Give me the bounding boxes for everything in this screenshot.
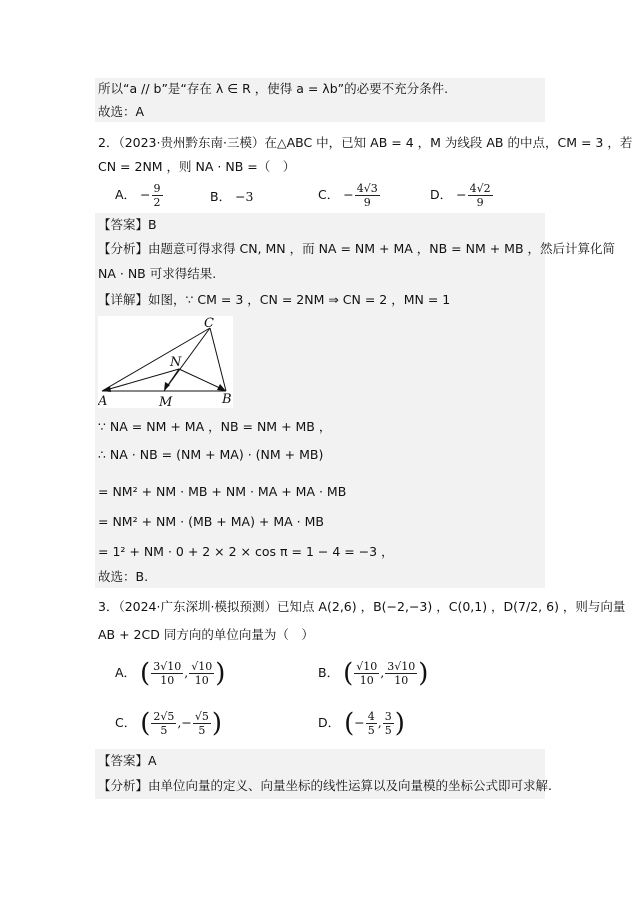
q3-option-d-x bbox=[366, 710, 377, 737]
q3-option-b-x-num: √10 bbox=[356, 660, 378, 673]
q2-stem-line2: CN = 2NM ，则 NA · NB =（ ） bbox=[98, 159, 296, 174]
q3-option-d-y-den: 5 bbox=[384, 724, 392, 737]
q3-stem-line1: 3．（2024·广东深圳·模拟预测）已知点 A(2,6) ，B(−2,−3) ，C(0,1) ，D(7/2, 6) ，则与向量 bbox=[98, 599, 626, 614]
q2-option-c bbox=[318, 182, 381, 209]
q3-option-c-x-den: 5 bbox=[160, 724, 168, 737]
q3-option-d-x-sign: − bbox=[354, 715, 365, 730]
q2-option-d-fraction bbox=[468, 182, 493, 209]
q3-option-b-y-num: 3√10 bbox=[387, 660, 416, 673]
q2-option-d-sign: − bbox=[456, 187, 467, 202]
q2-option-a-fraction bbox=[152, 182, 163, 209]
q3-option-b-y-den: 10 bbox=[394, 674, 409, 687]
q3-option-a-label: A． bbox=[115, 665, 137, 680]
q2-option-a-sign: − bbox=[140, 187, 151, 202]
q2-option-b-value: −3 bbox=[235, 189, 254, 204]
q3-option-b-label: B． bbox=[318, 665, 340, 680]
q3-option-c: C． ( $\frac{2√5}{5}$ ,− $\frac{√5}{5}$ ) bbox=[115, 708, 223, 739]
q2-answer: 【答案】B bbox=[98, 217, 157, 232]
q2-option-b-label: B． bbox=[210, 189, 232, 204]
q3-option-b-y bbox=[385, 660, 417, 687]
q3-option-a-x bbox=[151, 660, 183, 687]
q2-step-5: = 1² + NM · 0 + 2 × 2 × cos π = 1 − 4 = −3 ， bbox=[98, 544, 394, 559]
triangle-figure bbox=[98, 316, 233, 408]
q2-option-d-numerator: 4√2 bbox=[469, 182, 491, 195]
q3-option-c-y-sign: − bbox=[181, 715, 192, 730]
label-c: C bbox=[204, 316, 214, 331]
q3-option-d-x-den: 5 bbox=[367, 724, 375, 737]
q2-option-c-sign: − bbox=[343, 187, 354, 202]
q3-option-c-y bbox=[193, 710, 211, 737]
q3-option-c-label: C． bbox=[115, 715, 137, 730]
q2-step-1: ∵ NA = NM + MA ，NB = NM + MB ， bbox=[98, 419, 332, 434]
q3-option-d-y bbox=[383, 710, 394, 737]
q3-option-a-y bbox=[189, 660, 214, 687]
q2-option-c-fraction bbox=[355, 182, 380, 209]
q2-analysis-line1: 【分析】由题意可得求得 CN, MN ，而 NA = NM + MA ，NB = NM + MB ，然后计算化简 bbox=[98, 241, 616, 256]
q2-step-3: = NM² + NM · MB + NM · MA + MA · MB bbox=[98, 484, 347, 499]
q3-stem-line2: AB + 2CD 同方向的单位向量为（ ） bbox=[98, 627, 314, 642]
q2-analysis-line2: NA · NB 可求得结果. bbox=[98, 266, 217, 281]
q3-analysis: 【分析】由单位向量的定义、向量坐标的线性运算以及向量模的坐标公式即可求解. bbox=[98, 778, 552, 793]
q2-option-a bbox=[115, 182, 164, 209]
q2-detail: 【详解】如图，∵ CM = 3 ，CN = 2NM ⇒ CN = 2 ，MN = 1 bbox=[98, 292, 451, 307]
q2-option-c-numerator: 4√3 bbox=[356, 182, 378, 195]
q2-option-d-label: D． bbox=[430, 187, 453, 202]
q3-option-a-x-num: 3√10 bbox=[153, 660, 182, 673]
q3-option-d-x-num: 4 bbox=[367, 710, 375, 723]
q3-option-a-x-den: 10 bbox=[160, 674, 175, 687]
q3-option-d-y-num: 3 bbox=[384, 710, 392, 723]
q3-option-c-x-num: 2√5 bbox=[153, 710, 175, 723]
q3-option-a-y-num: √10 bbox=[191, 660, 213, 673]
q2-option-a-numerator: 9 bbox=[153, 182, 161, 195]
previous-conclusion: 所以“a // b”是“存在 λ ∈ R ，使得 a = λb”的必要不充分条件. bbox=[98, 81, 449, 96]
q2-stem-line1: 2．（2023·贵州黔东南·三模）在△ABC 中，已知 AB = 4 ，M 为线段 AB 的中点，CM = 3 ，若 bbox=[98, 135, 633, 150]
q3-option-a: A． ( $\frac{3√10}{10}$ , $\frac{√10}{10}$ ) bbox=[115, 658, 226, 689]
label-n: N bbox=[170, 355, 182, 370]
q2-option-c-label: C． bbox=[318, 187, 340, 202]
q2-option-c-denominator: 9 bbox=[363, 196, 371, 209]
q2-option-a-denominator: 2 bbox=[153, 196, 161, 209]
q3-option-b-x-den: 10 bbox=[359, 674, 374, 687]
label-b: B bbox=[222, 392, 232, 407]
q3-option-d-label: D． bbox=[318, 715, 341, 730]
previous-answer: 故选：A bbox=[98, 104, 145, 119]
q2-option-d bbox=[430, 182, 494, 209]
q2-option-b bbox=[210, 188, 254, 206]
q3-option-d: D． (− $\frac{4}{5}$ , $\frac{3}{5}$ ) bbox=[318, 708, 405, 739]
q3-option-c-x bbox=[151, 710, 176, 737]
q3-option-c-y-num: √5 bbox=[194, 710, 209, 723]
q3-option-b-x bbox=[354, 660, 379, 687]
q3-option-c-y-den: 5 bbox=[198, 724, 206, 737]
q2-final: 故选：B. bbox=[98, 569, 149, 584]
q3-option-b: B． ( $\frac{√10}{10}$ , $\frac{3√10}{10}$ ) bbox=[318, 658, 429, 689]
q2-step-4: = NM² + NM · (MB + MA) + MA · MB bbox=[98, 514, 324, 529]
label-m: M bbox=[159, 395, 173, 408]
q2-option-a-label: A． bbox=[115, 187, 137, 202]
q3-option-a-y-den: 10 bbox=[194, 674, 209, 687]
q2-step-2: ∴ NA · NB = (NM + MA) · (NM + MB) bbox=[98, 447, 324, 462]
q2-option-d-denominator: 9 bbox=[476, 196, 484, 209]
label-a: A bbox=[98, 394, 108, 408]
q3-answer: 【答案】A bbox=[98, 753, 157, 768]
